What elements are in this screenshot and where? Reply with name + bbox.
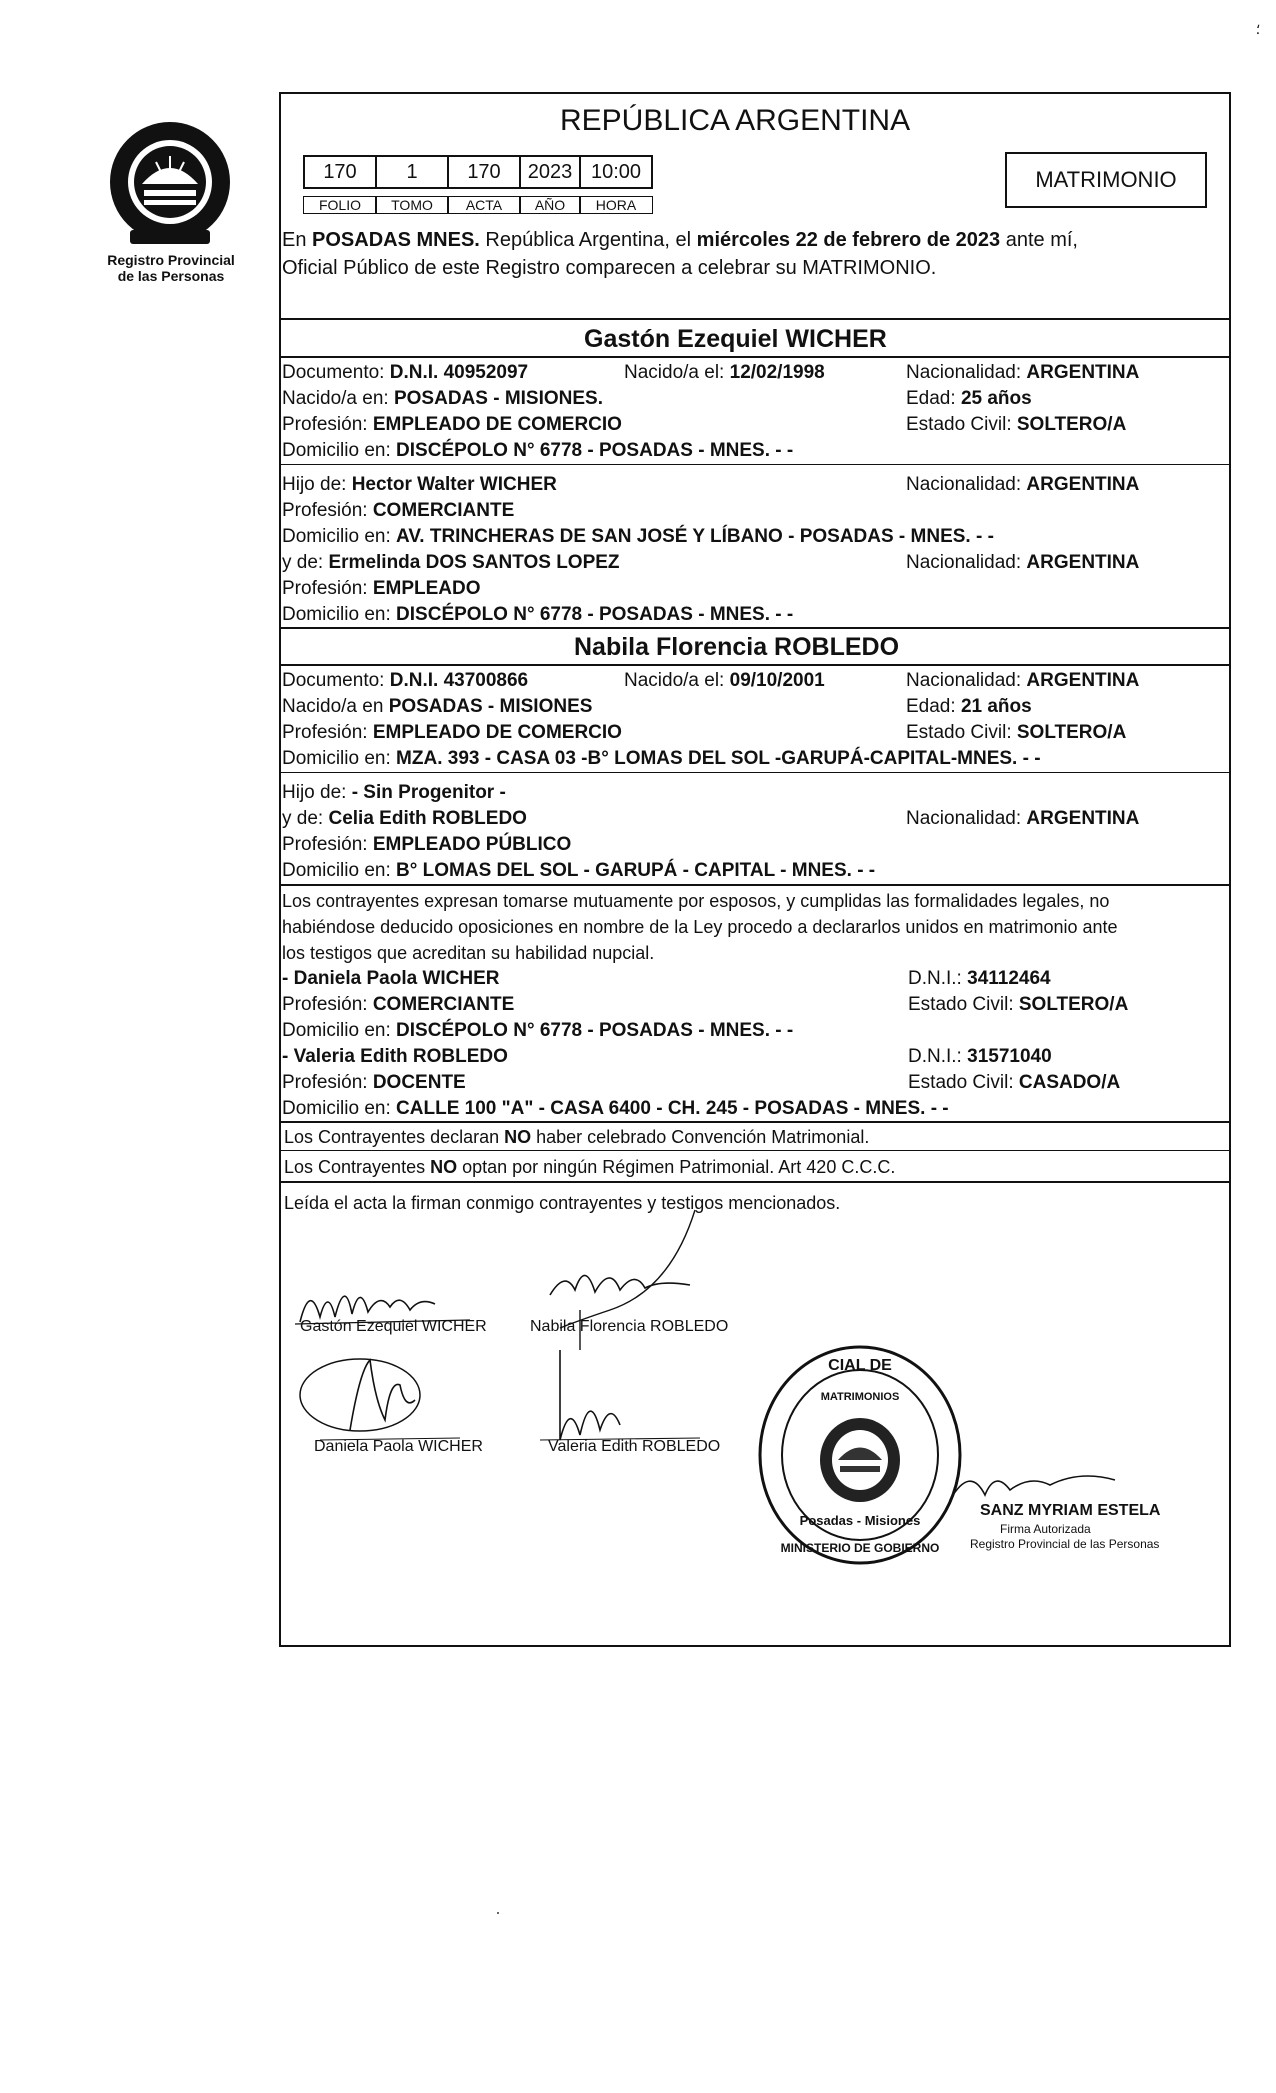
spouse2-mother: y de: Celia Edith ROBLEDO — [282, 808, 527, 829]
intro-place: POSADAS MNES. — [312, 229, 480, 251]
spouse1-mother: y de: Ermelinda DOS SANTOS LOPEZ — [282, 552, 620, 573]
spouse2-age: Edad: 21 años — [906, 696, 1032, 717]
registry-seal-icon — [100, 112, 240, 252]
divider — [279, 1150, 1231, 1151]
declaration-line-3: los testigos que acreditan su habilidad nupcial. — [282, 943, 655, 963]
spouse2-document: Documento: D.N.I. 43700866 — [282, 670, 529, 691]
official-stamp — [750, 1340, 970, 1570]
witness2-address: Domicilio en: CALLE 100 "A" - CASA 6400 - CH. 245 - POSADAS - MNES. - - — [282, 1098, 949, 1119]
folio-label: FOLIO — [303, 196, 377, 214]
acta-label: ACTA — [447, 196, 521, 214]
svg-text:MINISTERIO DE GOBIERNO: MINISTERIO DE GOBIERNO — [780, 1541, 940, 1555]
signature-label-spouse2: Nabila Florencia ROBLEDO — [530, 1318, 729, 1335]
spouse2-mother-nationality: Nacionalidad: ARGENTINA — [906, 808, 1140, 829]
intro-text: En — [282, 229, 313, 251]
spouse2-nationality: Nacionalidad: ARGENTINA — [906, 670, 1140, 691]
intro-line-1 — [282, 228, 1078, 252]
spouse1-name: Gastón Ezequiel WICHER — [584, 325, 887, 353]
spouse1-document: Documento: D.N.I. 40952097 — [282, 362, 529, 383]
signature-label-witness2: Valeria Edith ROBLEDO — [548, 1438, 721, 1455]
witness1-address: Domicilio en: DISCÉPOLO N° 6778 - POSADAS - MNES. - - — [282, 1020, 794, 1041]
spouse2-profession: Profesión: EMPLEADO DE COMERCIO — [282, 722, 622, 743]
declaration-line-2: habiéndose deducido oposiciones en nombre de la Ley procedo a declararlos unidos en matrimonio ante — [282, 917, 1118, 937]
witness2-dni: D.N.I.: 31571040 — [908, 1046, 1052, 1067]
frame-bottom — [279, 1645, 1231, 1647]
official-name: SANZ MYRIAM ESTELA — [980, 1502, 1161, 1519]
spouse1-father-nationality: Nacionalidad: ARGENTINA — [906, 474, 1140, 495]
registry-logo — [100, 112, 240, 252]
spouse1-age: Edad: 25 años — [906, 388, 1032, 409]
frame-left — [279, 92, 281, 1647]
witness1-profession: Profesión: COMERCIANTE — [282, 994, 515, 1015]
signature-witness1 — [290, 1340, 490, 1450]
tomo-value: 1 — [375, 155, 449, 189]
signature-label-spouse1: Gastón Ezequiel WICHER — [300, 1318, 487, 1335]
spouse1-nationality: Nacionalidad: ARGENTINA — [906, 362, 1140, 383]
signature-label-witness1: Daniela Paola WICHER — [314, 1438, 483, 1455]
spouse1-mother-nationality: Nacionalidad: ARGENTINA — [906, 552, 1140, 573]
closing-text: Leída el acta la firman conmigo contrayentes y testigos mencionados. — [284, 1193, 841, 1213]
spouse1-birthdate: Nacido/a el: 12/02/1998 — [624, 362, 825, 383]
witness1-dni: D.N.I.: 34112464 — [908, 968, 1051, 989]
divider — [279, 884, 1231, 886]
spouse1-father-profession: Profesión: COMERCIANTE — [282, 500, 515, 521]
divider — [279, 464, 1231, 465]
witness2-profession: Profesión: DOCENTE — [282, 1072, 466, 1093]
regime-line-2: Los Contrayentes NO optan por ningún Régimen Patrimonial. Art 420 C.C.C. — [284, 1157, 896, 1177]
spouse2-birthplace: Nacido/a en POSADAS - MISIONES — [282, 696, 593, 717]
witness2-name: - Valeria Edith ROBLEDO — [282, 1046, 508, 1067]
spouse1-father: Hijo de: Hector Walter WICHER — [282, 474, 557, 495]
frame-right — [1229, 92, 1231, 1647]
official-role-1: Firma Autorizada — [1000, 1522, 1091, 1536]
spouse2-birthdate: Nacido/a el: 09/10/2001 — [624, 670, 825, 691]
registry-name — [76, 252, 266, 284]
spouse1-mother-address: Domicilio en: DISCÉPOLO N° 6778 - POSADAS - MNES. - - — [282, 604, 794, 625]
witness1-name: - Daniela Paola WICHER — [282, 968, 500, 989]
hora-value: 10:00 — [579, 155, 653, 189]
spouse1-mother-profession: Profesión: EMPLEADO — [282, 578, 481, 599]
witness2-civil-status: Estado Civil: CASADO/A — [908, 1072, 1121, 1093]
registry-name-line1: Registro Provincial — [107, 252, 235, 268]
official-role-2: Registro Provincial de las Personas — [970, 1537, 1160, 1551]
act-type-label: MATRIMONIO — [1035, 167, 1177, 192]
spouse1-birthplace: Nacido/a en: POSADAS - MISIONES. — [282, 388, 603, 409]
intro-date: miércoles 22 de febrero de 2023 — [696, 229, 1001, 251]
divider — [279, 627, 1231, 629]
divider — [279, 1181, 1231, 1183]
act-type-box — [1005, 152, 1207, 208]
registry-name-line2: de las Personas — [117, 268, 225, 284]
spouse2-mother-profession: Profesión: EMPLEADO PÚBLICO — [282, 834, 572, 855]
divider — [279, 356, 1231, 358]
divider — [279, 318, 1231, 320]
anio-label: AÑO — [519, 196, 581, 214]
spouse2-father: Hijo de: - Sin Progenitor - — [282, 782, 506, 803]
scan-mark: ⸵ — [1256, 21, 1260, 37]
scan-dot — [497, 1912, 499, 1914]
intro-text: República Argentina, el — [479, 229, 697, 251]
declaration-line-1: Los contrayentes expresan tomarse mutuamente por esposos, y cumplidas las formalidades legales, no — [282, 891, 1110, 911]
spouse2-civil-status: Estado Civil: SOLTERO/A — [906, 722, 1127, 743]
intro-line-2: Oficial Público de este Registro comparecen a celebrar su MATRIMONIO. — [282, 257, 937, 279]
frame-top — [279, 92, 1231, 94]
spouse1-address: Domicilio en: DISCÉPOLO N° 6778 - POSADAS - MNES. - - — [282, 440, 794, 461]
spouse1-father-address: Domicilio en: AV. TRINCHERAS DE SAN JOSÉ Y LÍBANO - POSADAS - MNES. - - — [282, 526, 994, 547]
divider — [279, 1121, 1231, 1123]
acta-value: 170 — [447, 155, 521, 189]
divider — [279, 772, 1231, 773]
tomo-label: TOMO — [375, 196, 449, 214]
regime-line-1: Los Contrayentes declaran NO haber celebrado Convención Matrimonial. — [284, 1127, 870, 1147]
page-title: REPÚBLICA ARGENTINA — [560, 104, 911, 137]
witness1-civil-status: Estado Civil: SOLTERO/A — [908, 994, 1129, 1015]
spouse1-profession: Profesión: EMPLEADO DE COMERCIO — [282, 414, 622, 435]
svg-text:Posadas - Misiones: Posadas - Misiones — [799, 1513, 921, 1528]
spouse2-name: Nabila Florencia ROBLEDO — [574, 633, 900, 661]
spouse2-address: Domicilio en: MZA. 393 - CASA 03 -B° LOMAS DEL SOL -GARUPÁ-CAPITAL-MNES. - - — [282, 748, 1041, 769]
anio-value: 2023 — [519, 155, 581, 189]
spouse1-civil-status: Estado Civil: SOLTERO/A — [906, 414, 1127, 435]
folio-value: 170 — [303, 155, 377, 189]
spouse2-mother-address: Domicilio en: B° LOMAS DEL SOL - GARUPÁ - CAPITAL - MNES. - - — [282, 860, 876, 881]
hora-label: HORA — [579, 196, 653, 214]
intro-text: ante mí, — [1000, 229, 1078, 251]
svg-text:CIAL DE: CIAL DE — [828, 1357, 892, 1374]
divider — [279, 664, 1231, 666]
svg-text:MATRIMONIOS: MATRIMONIOS — [820, 1391, 900, 1403]
